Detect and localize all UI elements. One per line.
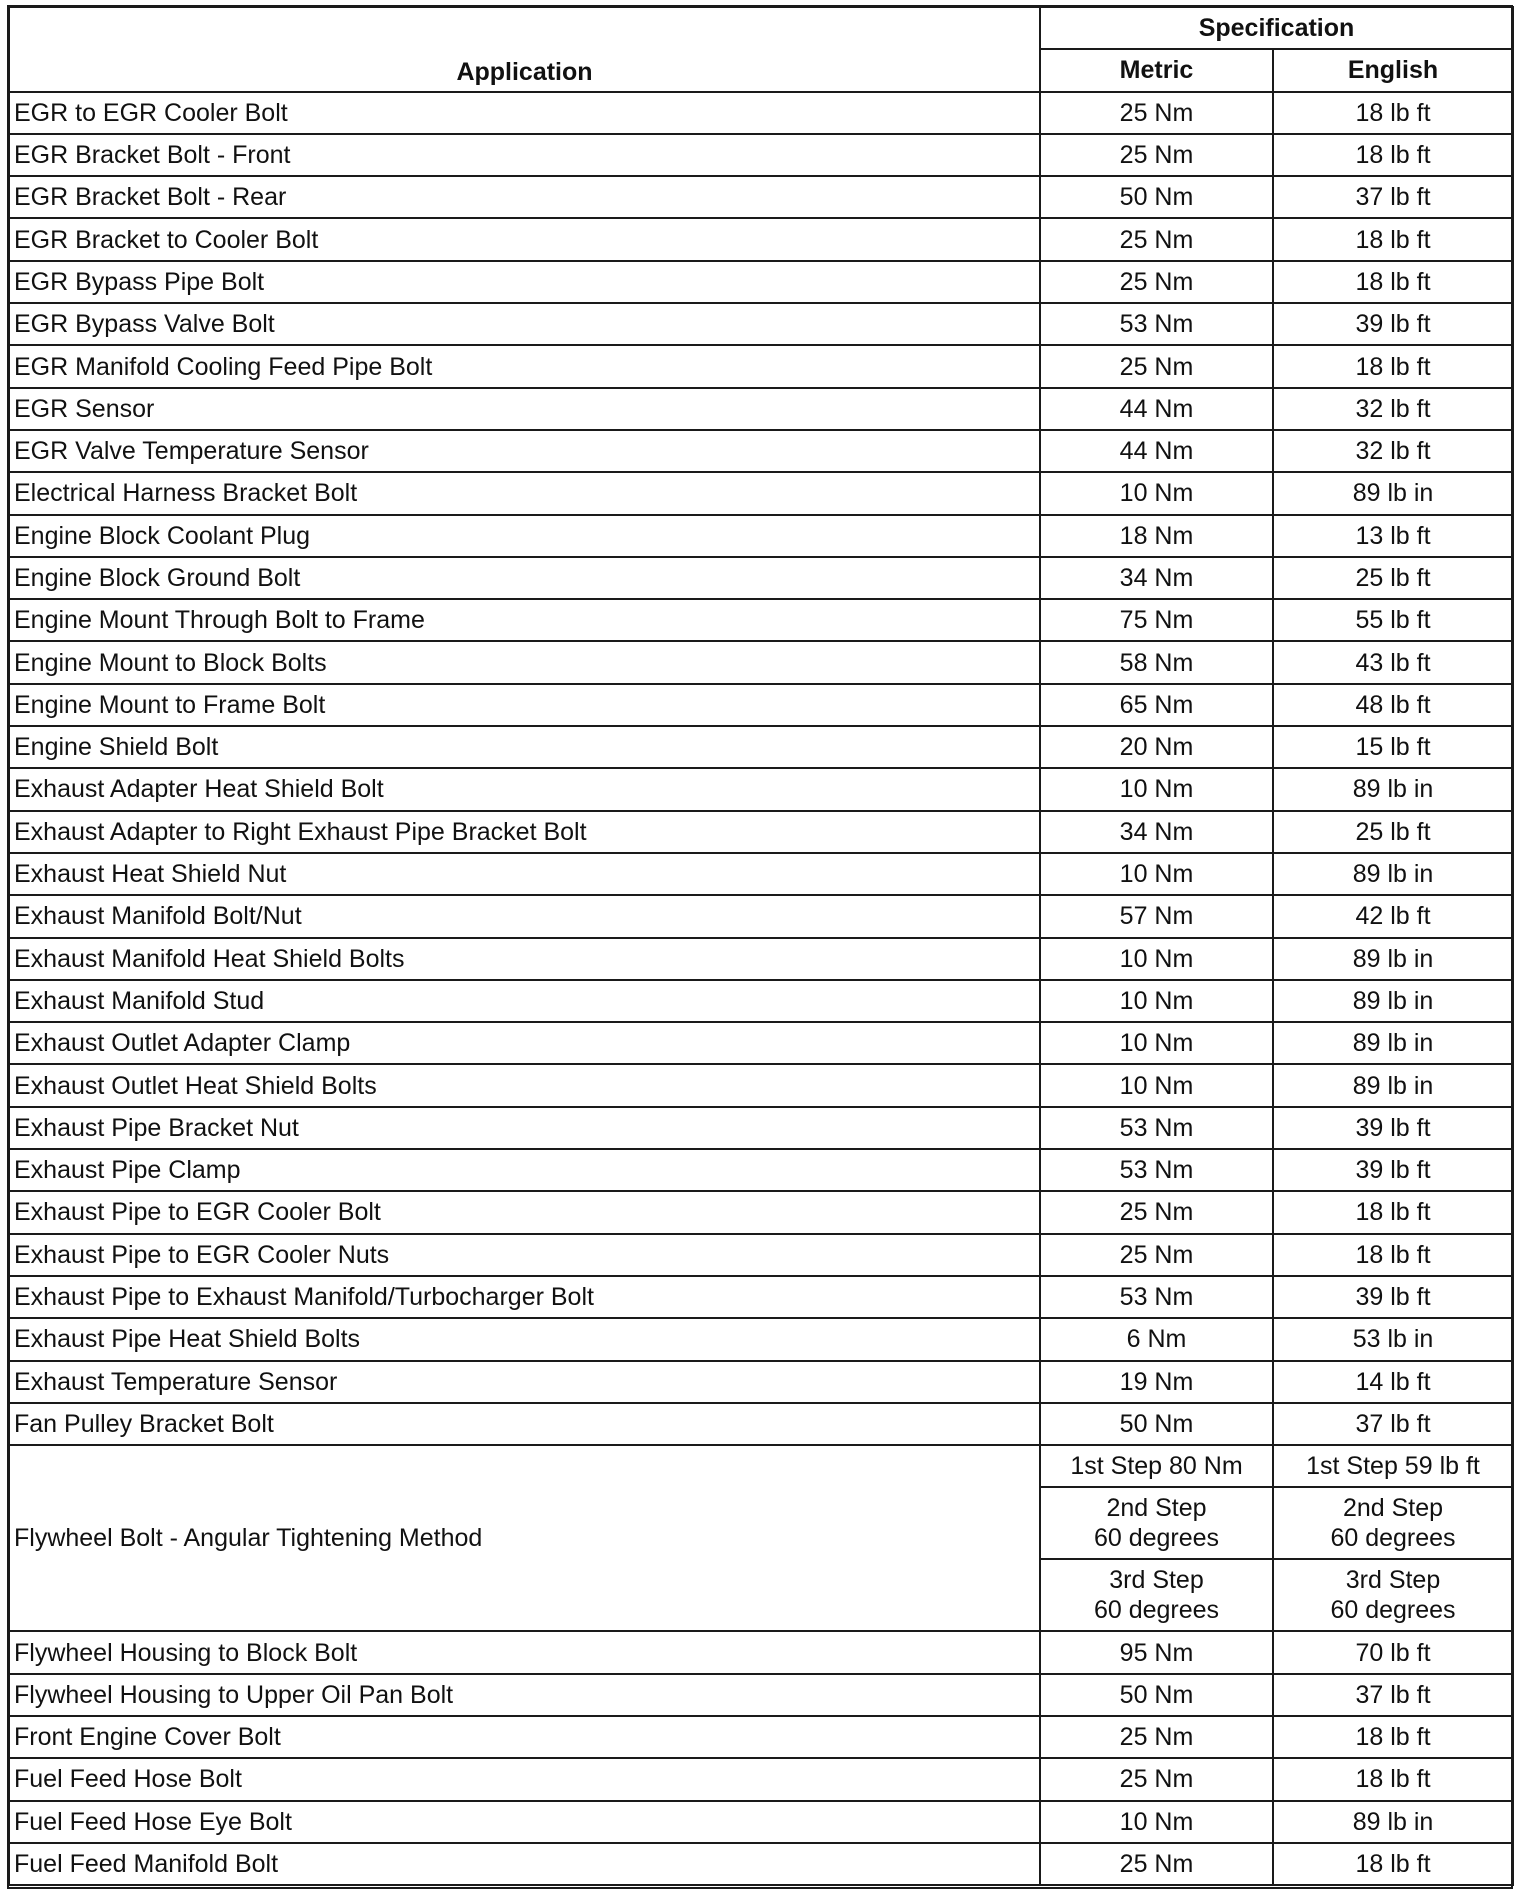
table-row bbox=[9, 980, 1513, 1022]
application-cell: Engine Mount Through Bolt to Frame bbox=[9, 599, 1040, 641]
metric-cell: 53 Nm bbox=[1040, 1276, 1273, 1318]
flywheel-step3-metric-line2: 60 degrees bbox=[1093, 1596, 1220, 1625]
metric-cell: 25 Nm bbox=[1040, 218, 1273, 260]
table-row bbox=[9, 134, 1513, 176]
english-cell: 39 lb ft bbox=[1273, 1276, 1513, 1318]
header-metric: Metric bbox=[1040, 49, 1273, 91]
table-row bbox=[9, 1107, 1513, 1149]
application-cell: Exhaust Adapter to Right Exhaust Pipe Bracket Bolt bbox=[9, 811, 1040, 853]
application-cell: Exhaust Heat Shield Nut bbox=[9, 853, 1040, 895]
table-body-flywheel bbox=[9, 1445, 1513, 1631]
table-row bbox=[9, 218, 1513, 260]
english-cell: 18 lb ft bbox=[1273, 261, 1513, 303]
metric-cell: 20 Nm bbox=[1040, 726, 1273, 768]
english-cell: 42 lb ft bbox=[1273, 895, 1513, 937]
application-cell: Exhaust Pipe Bracket Nut bbox=[9, 1107, 1040, 1149]
table-row bbox=[9, 599, 1513, 641]
table-row bbox=[9, 261, 1513, 303]
metric-cell: 19 Nm bbox=[1040, 1361, 1273, 1403]
application-cell: EGR Bypass Valve Bolt bbox=[9, 303, 1040, 345]
application-cell: Exhaust Outlet Adapter Clamp bbox=[9, 1022, 1040, 1064]
metric-cell: 25 Nm bbox=[1040, 345, 1273, 387]
english-cell: 39 lb ft bbox=[1273, 1107, 1513, 1149]
english-cell: 89 lb in bbox=[1273, 938, 1513, 980]
table-row bbox=[9, 430, 1513, 472]
flywheel-step3-english-line2: 60 degrees bbox=[1330, 1596, 1456, 1625]
metric-cell: 25 Nm bbox=[1040, 134, 1273, 176]
metric-cell: 50 Nm bbox=[1040, 1674, 1273, 1716]
metric-cell: 58 Nm bbox=[1040, 641, 1273, 683]
table-row bbox=[9, 1191, 1513, 1233]
application-cell: EGR to EGR Cooler Bolt bbox=[9, 92, 1040, 134]
metric-cell: 34 Nm bbox=[1040, 557, 1273, 599]
english-cell: 89 lb in bbox=[1273, 768, 1513, 810]
table-row bbox=[9, 726, 1513, 768]
application-cell: Engine Mount to Block Bolts bbox=[9, 641, 1040, 683]
metric-cell: 25 Nm bbox=[1040, 92, 1273, 134]
application-cell: Exhaust Pipe to EGR Cooler Nuts bbox=[9, 1234, 1040, 1276]
english-cell: 15 lb ft bbox=[1273, 726, 1513, 768]
english-cell: 89 lb in bbox=[1273, 1022, 1513, 1064]
torque-specification-table bbox=[8, 6, 1514, 1886]
application-cell: Front Engine Cover Bolt bbox=[9, 1716, 1040, 1758]
application-cell: Engine Block Ground Bolt bbox=[9, 557, 1040, 599]
flywheel-step1-metric: 1st Step 80 Nm bbox=[1040, 1445, 1273, 1487]
english-cell: 48 lb ft bbox=[1273, 684, 1513, 726]
flywheel-step2-metric-line2: 60 degrees bbox=[1093, 1524, 1220, 1553]
application-cell: EGR Manifold Cooling Feed Pipe Bolt bbox=[9, 345, 1040, 387]
english-cell: 18 lb ft bbox=[1273, 1716, 1513, 1758]
table-row bbox=[9, 388, 1513, 430]
metric-cell: 25 Nm bbox=[1040, 1191, 1273, 1233]
table-row bbox=[9, 1716, 1513, 1758]
table-row bbox=[9, 515, 1513, 557]
table-body-bottom bbox=[9, 1631, 1513, 1885]
english-cell: 13 lb ft bbox=[1273, 515, 1513, 557]
application-cell: Exhaust Pipe to EGR Cooler Bolt bbox=[9, 1191, 1040, 1233]
flywheel-step3-english-line1: 3rd Step bbox=[1345, 1566, 1441, 1595]
application-cell: Engine Mount to Frame Bolt bbox=[9, 684, 1040, 726]
english-cell: 37 lb ft bbox=[1273, 176, 1513, 218]
metric-cell: 25 Nm bbox=[1040, 1234, 1273, 1276]
application-cell: EGR Bracket Bolt - Front bbox=[9, 134, 1040, 176]
metric-cell: 53 Nm bbox=[1040, 1107, 1273, 1149]
metric-cell: 34 Nm bbox=[1040, 811, 1273, 853]
metric-cell: 10 Nm bbox=[1040, 853, 1273, 895]
metric-cell: 10 Nm bbox=[1040, 768, 1273, 810]
metric-cell: 44 Nm bbox=[1040, 430, 1273, 472]
table-row bbox=[9, 768, 1513, 810]
flywheel-step2-metric-line1: 2nd Step bbox=[1106, 1494, 1207, 1523]
metric-cell: 44 Nm bbox=[1040, 388, 1273, 430]
application-cell: Flywheel Housing to Upper Oil Pan Bolt bbox=[9, 1674, 1040, 1716]
metric-cell: 75 Nm bbox=[1040, 599, 1273, 641]
metric-cell: 10 Nm bbox=[1040, 1064, 1273, 1106]
application-cell: EGR Sensor bbox=[9, 388, 1040, 430]
flywheel-step2-english bbox=[1273, 1487, 1513, 1559]
metric-cell: 25 Nm bbox=[1040, 1716, 1273, 1758]
metric-cell: 10 Nm bbox=[1040, 938, 1273, 980]
table-row bbox=[9, 472, 1513, 514]
table-row bbox=[9, 92, 1513, 134]
application-cell: Exhaust Outlet Heat Shield Bolts bbox=[9, 1064, 1040, 1106]
english-cell: 18 lb ft bbox=[1273, 218, 1513, 260]
application-cell: Exhaust Manifold Stud bbox=[9, 980, 1040, 1022]
flywheel-step1-english: 1st Step 59 lb ft bbox=[1273, 1445, 1513, 1487]
table-row bbox=[9, 176, 1513, 218]
metric-cell: 57 Nm bbox=[1040, 895, 1273, 937]
flywheel-step3-metric-line1: 3rd Step bbox=[1109, 1566, 1204, 1595]
metric-cell: 50 Nm bbox=[1040, 176, 1273, 218]
flywheel-application-cell: Flywheel Bolt - Angular Tightening Method bbox=[9, 1445, 1040, 1631]
metric-cell: 18 Nm bbox=[1040, 515, 1273, 557]
header-english: English bbox=[1273, 49, 1513, 91]
table-row bbox=[9, 1361, 1513, 1403]
application-cell: Exhaust Pipe to Exhaust Manifold/Turbocharger Bolt bbox=[9, 1276, 1040, 1318]
english-cell: 89 lb in bbox=[1273, 980, 1513, 1022]
english-cell: 89 lb in bbox=[1273, 1064, 1513, 1106]
flywheel-step3-english bbox=[1273, 1559, 1513, 1631]
table-row bbox=[9, 1801, 1513, 1843]
table-row bbox=[9, 1022, 1513, 1064]
metric-cell: 65 Nm bbox=[1040, 684, 1273, 726]
english-cell: 18 lb ft bbox=[1273, 1191, 1513, 1233]
metric-cell: 95 Nm bbox=[1040, 1631, 1273, 1673]
metric-cell: 25 Nm bbox=[1040, 261, 1273, 303]
english-cell: 39 lb ft bbox=[1273, 1149, 1513, 1191]
application-cell: Fuel Feed Manifold Bolt bbox=[9, 1843, 1040, 1885]
metric-cell: 10 Nm bbox=[1040, 1801, 1273, 1843]
application-cell: Engine Shield Bolt bbox=[9, 726, 1040, 768]
table-row bbox=[9, 1403, 1513, 1445]
application-cell: EGR Bypass Pipe Bolt bbox=[9, 261, 1040, 303]
table-row bbox=[9, 345, 1513, 387]
application-cell: Exhaust Manifold Bolt/Nut bbox=[9, 895, 1040, 937]
metric-cell: 25 Nm bbox=[1040, 1758, 1273, 1800]
application-cell: Fuel Feed Hose Bolt bbox=[9, 1758, 1040, 1800]
english-cell: 32 lb ft bbox=[1273, 388, 1513, 430]
english-cell: 18 lb ft bbox=[1273, 92, 1513, 134]
application-cell: EGR Valve Temperature Sensor bbox=[9, 430, 1040, 472]
header-specification: Specification bbox=[1040, 7, 1513, 49]
flywheel-step2-english-line2: 60 degrees bbox=[1330, 1524, 1456, 1553]
table-row bbox=[9, 641, 1513, 683]
english-cell: 70 lb ft bbox=[1273, 1631, 1513, 1673]
table-row bbox=[9, 1234, 1513, 1276]
metric-cell: 6 Nm bbox=[1040, 1318, 1273, 1360]
table-row bbox=[9, 1674, 1513, 1716]
table-row bbox=[9, 557, 1513, 599]
english-cell: 18 lb ft bbox=[1273, 1234, 1513, 1276]
table-row bbox=[9, 303, 1513, 345]
english-cell: 37 lb ft bbox=[1273, 1674, 1513, 1716]
english-cell: 53 lb in bbox=[1273, 1318, 1513, 1360]
english-cell: 32 lb ft bbox=[1273, 430, 1513, 472]
english-cell: 39 lb ft bbox=[1273, 303, 1513, 345]
metric-cell: 25 Nm bbox=[1040, 1843, 1273, 1885]
application-cell: Exhaust Temperature Sensor bbox=[9, 1361, 1040, 1403]
table-row bbox=[9, 1149, 1513, 1191]
english-cell: 18 lb ft bbox=[1273, 1843, 1513, 1885]
metric-cell: 10 Nm bbox=[1040, 980, 1273, 1022]
header-application: Application bbox=[9, 7, 1040, 92]
english-cell: 37 lb ft bbox=[1273, 1403, 1513, 1445]
english-cell: 55 lb ft bbox=[1273, 599, 1513, 641]
metric-cell: 53 Nm bbox=[1040, 1149, 1273, 1191]
application-cell: Exhaust Pipe Clamp bbox=[9, 1149, 1040, 1191]
table-row bbox=[9, 895, 1513, 937]
metric-cell: 50 Nm bbox=[1040, 1403, 1273, 1445]
application-cell: Fan Pulley Bracket Bolt bbox=[9, 1403, 1040, 1445]
metric-cell: 10 Nm bbox=[1040, 1022, 1273, 1064]
english-cell: 43 lb ft bbox=[1273, 641, 1513, 683]
english-cell: 18 lb ft bbox=[1273, 345, 1513, 387]
table-row bbox=[9, 1318, 1513, 1360]
english-cell: 25 lb ft bbox=[1273, 557, 1513, 599]
application-cell: Exhaust Pipe Heat Shield Bolts bbox=[9, 1318, 1040, 1360]
table-row bbox=[9, 1064, 1513, 1106]
english-cell: 89 lb in bbox=[1273, 1801, 1513, 1843]
application-cell: Engine Block Coolant Plug bbox=[9, 515, 1040, 557]
table-row bbox=[9, 938, 1513, 980]
english-cell: 18 lb ft bbox=[1273, 134, 1513, 176]
table-row bbox=[9, 853, 1513, 895]
table-body-top bbox=[9, 92, 1513, 1446]
table-row bbox=[9, 1843, 1513, 1885]
metric-cell: 10 Nm bbox=[1040, 472, 1273, 514]
english-cell: 25 lb ft bbox=[1273, 811, 1513, 853]
table-row bbox=[9, 811, 1513, 853]
table-row bbox=[9, 1631, 1513, 1673]
header-row-top bbox=[9, 7, 1513, 49]
table-row bbox=[9, 1445, 1513, 1487]
application-cell: EGR Bracket Bolt - Rear bbox=[9, 176, 1040, 218]
application-cell: Exhaust Adapter Heat Shield Bolt bbox=[9, 768, 1040, 810]
english-cell: 89 lb in bbox=[1273, 853, 1513, 895]
application-cell: Flywheel Housing to Block Bolt bbox=[9, 1631, 1040, 1673]
application-cell: EGR Bracket to Cooler Bolt bbox=[9, 218, 1040, 260]
table-row bbox=[9, 1276, 1513, 1318]
application-cell: Fuel Feed Hose Eye Bolt bbox=[9, 1801, 1040, 1843]
english-cell: 18 lb ft bbox=[1273, 1758, 1513, 1800]
english-cell: 14 lb ft bbox=[1273, 1361, 1513, 1403]
flywheel-step3-metric bbox=[1040, 1559, 1273, 1631]
flywheel-step2-metric bbox=[1040, 1487, 1273, 1559]
metric-cell: 53 Nm bbox=[1040, 303, 1273, 345]
application-cell: Electrical Harness Bracket Bolt bbox=[9, 472, 1040, 514]
application-cell: Exhaust Manifold Heat Shield Bolts bbox=[9, 938, 1040, 980]
table-row bbox=[9, 684, 1513, 726]
flywheel-step2-english-line1: 2nd Step bbox=[1342, 1494, 1444, 1523]
english-cell: 89 lb in bbox=[1273, 472, 1513, 514]
table-row bbox=[9, 1758, 1513, 1800]
